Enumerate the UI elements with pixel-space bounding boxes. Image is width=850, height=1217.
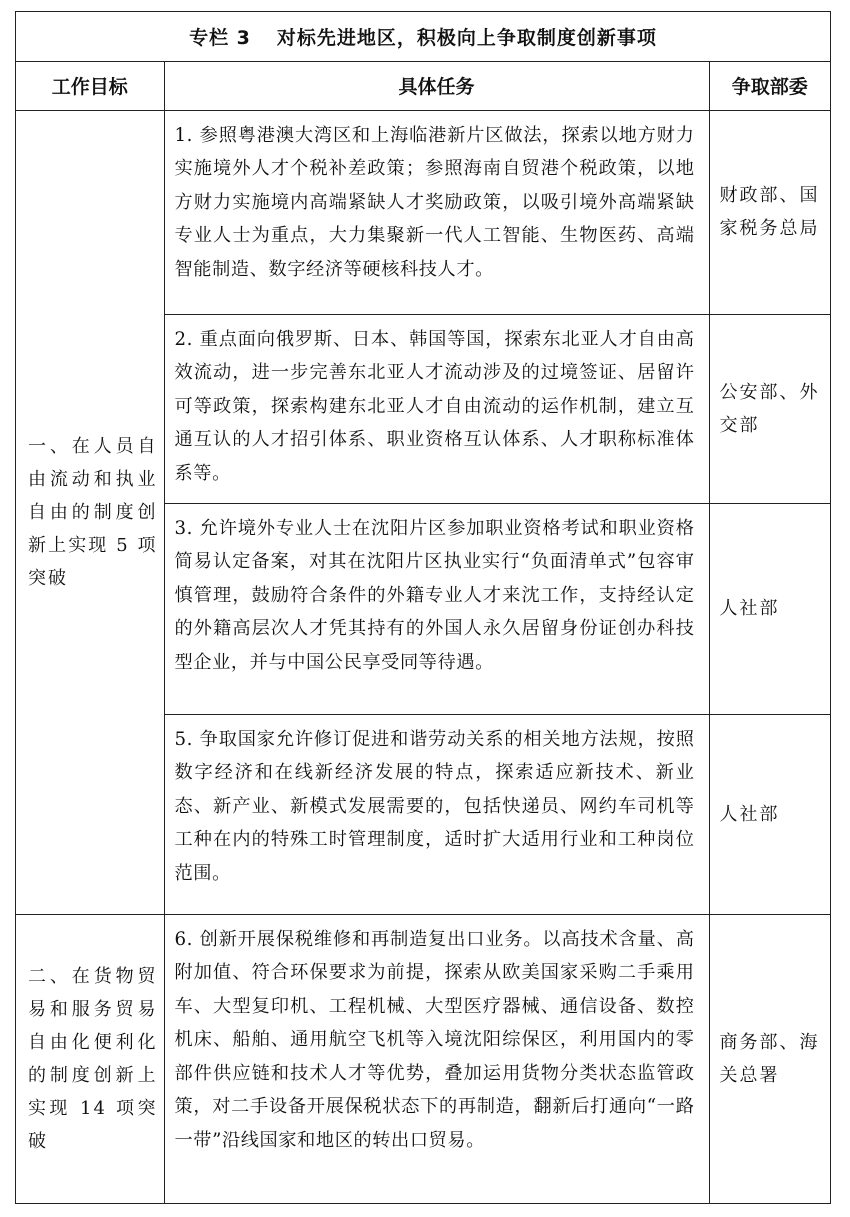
table-row bbox=[16, 914, 830, 1204]
goal-cell: 二、在货物贸易和服务贸易自由化便利化的制度创新上实现 14 项突破 bbox=[16, 914, 164, 1204]
column-box bbox=[15, 11, 831, 1204]
box-title-text: 对标先进地区，积极向上争取制度创新事项 bbox=[276, 27, 657, 49]
dept-cell: 财政部、国家税务总局 bbox=[709, 110, 830, 314]
goal-cell: 一、在人员自由流动和执业自由的制度创新上实现 5 项突破 bbox=[16, 110, 164, 914]
tasks-table bbox=[16, 62, 830, 1204]
dept-cell: 公安部、外交部 bbox=[709, 314, 830, 503]
dept-cell: 商务部、海关总署 bbox=[709, 914, 830, 1204]
task-cell: 5. 争取国家允许修订促进和谐劳动关系的相关地方法规，按照数字经济和在线新经济发展的特点，探索适应新技术、新业态、新产业、新模式发展需要的，包括快递员、网约车司机等工种在内的特殊工时管理制度，适时扩大适用行业和工种岗位范围。 bbox=[164, 714, 709, 914]
dept-cell: 人社部 bbox=[709, 503, 830, 714]
header-task: 具体任务 bbox=[164, 62, 709, 110]
header-dept: 争取部委 bbox=[709, 62, 830, 110]
table-header-row bbox=[16, 62, 830, 110]
header-goal: 工作目标 bbox=[16, 62, 164, 110]
table-row bbox=[16, 110, 830, 314]
box-title bbox=[16, 12, 830, 62]
task-cell: 6. 创新开展保税维修和再制造复出口业务。以高技术含量、高附加值、符合环保要求为前提，探索从欧美国家采购二手乘用车、大型复印机、工程机械、大型医疗器械、通信设备、数控机床、船舶、通用航空飞机等入境沈阳综保区，利用国内的零部件供应链和技术人才等优势，叠加运用货物分类状态监管政策，对二手设备开展保税状态下的再制造，翻新后打通向“一路一带”沿线国家和地区的转出口贸易。 bbox=[164, 914, 709, 1204]
task-cell: 3. 允许境外专业人士在沈阳片区参加职业资格考试和职业资格简易认定备案，对其在沈阳片区执业实行“负面清单式”包容审慎管理，鼓励符合条件的外籍专业人才来沈工作，支持经认定的外籍高层次人才凭其持有的外国人永久居留身份证创办科技型企业，并与中国公民享受同等待遇。 bbox=[164, 503, 709, 714]
box-label: 专栏 3 bbox=[189, 27, 251, 49]
task-cell: 2. 重点面向俄罗斯、日本、韩国等国，探索东北亚人才自由高效流动，进一步完善东北亚人才流动涉及的过境签证、居留许可等政策，探索构建东北亚人才自由流动的运作机制，建立互通互认的人才招引体系、职业资格互认体系、人才职称标准体系等。 bbox=[164, 314, 709, 503]
task-cell: 1. 参照粤港澳大湾区和上海临港新片区做法，探索以地方财力实施境外人才个税补差政策；参照海南自贸港个税政策，以地方财力实施境内高端紧缺人才奖励政策，以吸引境外高端紧缺专业人士为重点，大力集聚新一代人工智能、生物医药、高端智能制造、数字经济等硬核科技人才。 bbox=[164, 110, 709, 314]
dept-cell: 人社部 bbox=[709, 714, 830, 914]
